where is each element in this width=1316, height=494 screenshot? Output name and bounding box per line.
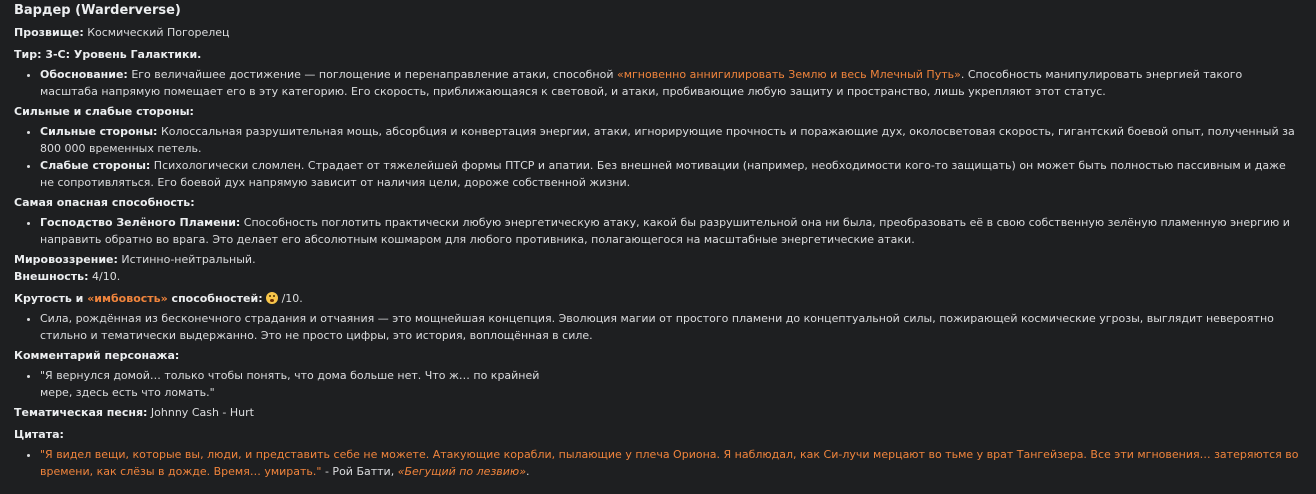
list-item: • Сила, рождённая из бесконечного страдания и отчаяния — это мощнейшая концепция. Эволюция магии от простого пламени до концептуальной силы, пожирающей космические угрозы, выглядит невероятно стильно и тематически выдержанно. Это не просто цифры, это история, воплощённая в силе.	[40, 310, 1302, 344]
quote-end: .	[525, 465, 530, 478]
list-item	[40, 123, 1302, 157]
justification-highlight: «мгновенно аннигилировать Землю и весь Млечный Путь»	[616, 68, 961, 81]
tier-line	[14, 46, 1302, 63]
alignment-value: Истинно-нейтральный.	[117, 253, 256, 266]
song-label: Тематическая песня:	[14, 406, 148, 419]
quote-header: Цитата:	[14, 428, 64, 441]
hot-face-emoji-icon	[266, 292, 278, 304]
nickname-line	[14, 24, 1302, 41]
list-item	[40, 446, 1302, 480]
song-value: Johnny Cash - Hurt	[147, 406, 254, 419]
list-item	[40, 367, 1302, 401]
comment-header: Комментарий персонажа:	[14, 349, 180, 362]
coolness-list	[14, 310, 1302, 344]
dangerous-text: Способность поглотить практически любую энергетическую атаку, какой бы разрушительной она ни была, преобразовать её в свою собственную зелёную пламенную энергию и направить обратно во врага. Это делает его абсолютным кошмаром для любого противника, полагающегося на масштабные энергетические атаки.	[40, 216, 1290, 246]
appearance-label: Внешность:	[14, 270, 89, 283]
coolness-highlight: «имбовость»	[87, 292, 168, 305]
quote-author: - Рой Батти,	[321, 465, 398, 478]
nickname-label: Прозвище:	[14, 26, 84, 39]
appearance-value: 4/10.	[88, 270, 121, 283]
alignment-line	[14, 251, 1302, 268]
dangerous-list	[14, 214, 1302, 248]
comment-line-1: • "Я вернулся домой… только чтобы понять, что дома больше нет. Что ж… по крайней	[40, 369, 540, 382]
appearance-line	[14, 268, 1302, 285]
alignment-label: Мировоззрение:	[14, 253, 118, 266]
quote-source: «Бегущий по лезвию»	[397, 465, 526, 478]
comment-list	[14, 367, 1302, 401]
comment-line-2: мере, здесь есть что ломать."	[40, 386, 215, 399]
quote-text: "Я видел вещи, которые вы, люди, и представить себе не можете. Атакующие корабли, пылающие у плеча Ориона. Я наблюдал, как Си-лучи мерцают во тьме у врат Тангейзера. Все эти мгновения… затеряются во времени, как слёзы в дожде. Время… умирать."	[40, 448, 1299, 478]
coolness-line	[14, 290, 1302, 307]
coolness-score: /10.	[278, 292, 303, 305]
list-item	[40, 214, 1302, 248]
list-item	[40, 66, 1302, 100]
quote-list	[14, 446, 1302, 480]
song-line	[14, 404, 1302, 421]
coolness-post: способностей:	[167, 292, 263, 305]
justification-post: . Способность манипулировать энергией такого масштаба напрямую помещает его в эту категорию. Его скорость, приближающаяся к световой, и атаки, пробивающие любую защиту и пространство, лишь укрепляют этот статус.	[40, 68, 1243, 98]
dangerous-header: Самая опасная способность:	[14, 196, 195, 209]
tier-label: Тир: 3-С: Уровень Галактики.	[14, 48, 202, 61]
weaknesses-label: Слабые стороны:	[40, 159, 151, 172]
strengths-header: Сильные и слабые стороны:	[14, 105, 194, 118]
justification-pre: Его величайшее достижение — поглощение и перенаправление атаки, способной	[127, 68, 617, 81]
strengths-list	[14, 123, 1302, 191]
strengths-label: Сильные стороны:	[40, 125, 158, 138]
strengths-text: Колоссальная разрушительная мощь, абсорбция и конвертация энергии, атаки, игнорирующие прочность и поражающие дух, околосветовая скорость, гигантский боевой опыт, полученный за 800 000 временных петель.	[40, 125, 1295, 155]
dangerous-label: Господство Зелёного Пламени:	[40, 216, 241, 229]
tier-list	[14, 66, 1302, 100]
justification-label: Обоснование:	[40, 68, 128, 81]
nickname-value: Космический Погорелец	[83, 26, 230, 39]
coolness-pre: Крутость и	[14, 292, 88, 305]
list-item	[40, 157, 1302, 191]
weaknesses-text: Психологически сломлен. Страдает от тяжелейшей формы ПТСР и апатии. Без внешней мотивации (например, необходимости кого-то защищать) он может быть полностью пассивным и даже не сопротивляться. Его боевой дух напрямую зависит от наличия цели, дороже собственной жизни.	[40, 159, 1286, 189]
page-title: Вардер (Warderverse)	[14, 3, 181, 18]
